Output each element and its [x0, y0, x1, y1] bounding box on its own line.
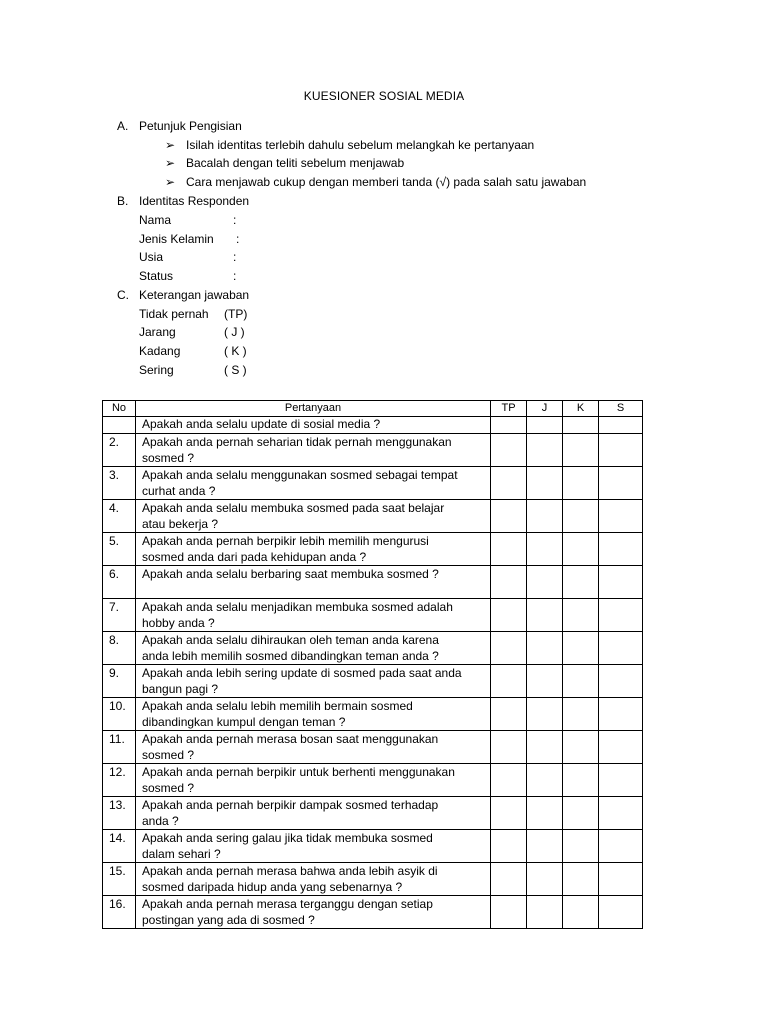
- header-j: J: [527, 401, 563, 417]
- answer-cell-s[interactable]: [599, 665, 643, 698]
- header-question: Pertanyaan: [136, 401, 491, 417]
- question-text: [136, 830, 491, 863]
- answer-cell-j[interactable]: [527, 533, 563, 566]
- answer-cell-j[interactable]: [527, 863, 563, 896]
- field-label-jenis-kelamin: Jenis Kelamin: [139, 232, 214, 246]
- question-text-line: sosmed daripada hidup anda yang sebenarnya ?: [142, 880, 403, 894]
- question-text: [136, 467, 491, 500]
- question-text: [136, 665, 491, 698]
- answer-cell-s[interactable]: [599, 599, 643, 632]
- field-separator: :: [233, 250, 237, 264]
- question-number: 2.: [103, 434, 136, 467]
- field-separator: :: [233, 269, 237, 283]
- question-text-line: sosmed ?: [142, 451, 195, 465]
- answer-cell-k[interactable]: [563, 632, 599, 665]
- answer-cell-s[interactable]: [599, 533, 643, 566]
- question-text-line: anda lebih memilih sosmed dibandingkan teman anda ?: [142, 649, 439, 663]
- answer-cell-tp[interactable]: [491, 599, 527, 632]
- arrow-bullet-icon: ➢: [165, 156, 176, 170]
- section-b-heading: Identitas Responden: [139, 194, 250, 208]
- question-text-line: sosmed ?: [142, 781, 195, 795]
- answer-cell-k[interactable]: [563, 797, 599, 830]
- question-number: 4.: [103, 500, 136, 533]
- question-text: [136, 533, 491, 566]
- answer-cell-j[interactable]: [527, 566, 563, 599]
- answer-cell-tp[interactable]: [491, 632, 527, 665]
- answer-cell-k[interactable]: [563, 533, 599, 566]
- answer-cell-k[interactable]: [563, 665, 599, 698]
- question-text-line: anda ?: [142, 814, 179, 828]
- table-header-row: [103, 401, 643, 417]
- field-label-status: Status: [139, 269, 174, 283]
- answer-cell-s[interactable]: [599, 566, 643, 599]
- question-number: 6.: [103, 566, 136, 599]
- question-text: [136, 500, 491, 533]
- question-text-line: curhat anda ?: [142, 484, 216, 498]
- questionnaire-table: [102, 400, 643, 929]
- answer-cell-k[interactable]: [563, 698, 599, 731]
- answer-cell-j[interactable]: [527, 500, 563, 533]
- answer-cell-j[interactable]: [527, 698, 563, 731]
- question-text-line: Apakah anda pernah berpikir lebih memilih mengurusi: [142, 534, 429, 548]
- instruction-item: Cara menjawab cukup dengan memberi tanda (√) pada salah satu jawaban: [186, 175, 587, 189]
- answer-cell-j[interactable]: [527, 830, 563, 863]
- instruction-item: Isilah identitas terlebih dahulu sebelum melangkah ke pertanyaan: [186, 138, 535, 152]
- answer-cell-j[interactable]: [527, 764, 563, 797]
- answer-cell-k[interactable]: [563, 731, 599, 764]
- question-text: [136, 417, 491, 434]
- table-row: [103, 830, 643, 863]
- answer-cell-k[interactable]: [563, 896, 599, 929]
- answer-cell-tp[interactable]: [491, 533, 527, 566]
- answer-cell-k[interactable]: [563, 863, 599, 896]
- answer-cell-s[interactable]: [599, 500, 643, 533]
- document-title: KUESIONER SOSIAL MEDIA: [303, 89, 465, 103]
- answer-cell-j[interactable]: [527, 434, 563, 467]
- question-text-line: dalam sehari ?: [142, 847, 221, 861]
- section-b-letter: B.: [117, 194, 129, 208]
- legend-label: Tidak pernah: [139, 307, 209, 321]
- question-text-line: sosmed ?: [142, 748, 195, 762]
- answer-cell-tp[interactable]: [491, 830, 527, 863]
- answer-cell-k[interactable]: [563, 830, 599, 863]
- table-row: [103, 698, 643, 731]
- table-row: [103, 731, 643, 764]
- question-text-line: Apakah anda pernah berpikir dampak sosmed terhadap: [142, 798, 439, 812]
- question-number: 13.: [103, 797, 136, 830]
- table-row: [103, 764, 643, 797]
- table-row: [103, 533, 643, 566]
- question-text: [136, 731, 491, 764]
- header-s: S: [599, 401, 643, 417]
- question-number: 14.: [103, 830, 136, 863]
- table-row: [103, 896, 643, 929]
- question-text-line: hobby anda ?: [142, 616, 215, 630]
- answer-cell-tp[interactable]: [491, 665, 527, 698]
- question-text-line: [142, 582, 485, 598]
- answer-cell-k[interactable]: [563, 434, 599, 467]
- answer-cell-s[interactable]: [599, 797, 643, 830]
- answer-cell-tp[interactable]: [491, 764, 527, 797]
- question-text-line: Apakah anda pernah seharian tidak pernah menggunakan: [142, 435, 452, 449]
- legend-label: Jarang: [139, 325, 176, 339]
- question-text: [136, 863, 491, 896]
- question-text: [136, 896, 491, 929]
- question-text-line: Apakah anda pernah berpikir untuk berhenti menggunakan: [142, 765, 455, 779]
- legend-label: Kadang: [139, 344, 181, 358]
- legend-code: ( S ): [224, 363, 247, 377]
- answer-cell-s[interactable]: [599, 863, 643, 896]
- question-text-line: Apakah anda selalu lebih memilih bermain sosmed: [142, 699, 413, 713]
- question-text-line: atau bekerja ?: [142, 517, 219, 531]
- instruction-item: Bacalah dengan teliti sebelum menjawab: [186, 156, 405, 170]
- question-number: 3.: [103, 467, 136, 500]
- question-number: 5.: [103, 533, 136, 566]
- question-number: 9.: [103, 665, 136, 698]
- question-text-line: sosmed anda dari pada kehidupan anda ?: [142, 550, 367, 564]
- answer-cell-s[interactable]: [599, 434, 643, 467]
- question-text-line: postingan yang ada di sosmed ?: [142, 913, 315, 927]
- answer-cell-j[interactable]: [527, 731, 563, 764]
- answer-cell-s[interactable]: [599, 467, 643, 500]
- question-text-line: Apakah anda pernah merasa terganggu dengan setiap: [142, 897, 433, 911]
- question-text-line: Apakah anda selalu menjadikan membuka sosmed adalah: [142, 600, 453, 614]
- field-label-usia: Usia: [139, 250, 164, 264]
- answer-cell-k[interactable]: [563, 500, 599, 533]
- section-a-heading: Petunjuk Pengisian: [139, 119, 242, 133]
- table-row: [103, 599, 643, 632]
- question-number: 15.: [103, 863, 136, 896]
- answer-cell-j[interactable]: [527, 632, 563, 665]
- answer-cell-s[interactable]: [599, 731, 643, 764]
- answer-cell-j[interactable]: [527, 896, 563, 929]
- answer-cell-tp[interactable]: [491, 566, 527, 599]
- question-text-line: Apakah anda lebih sering update di sosmed pada saat anda: [142, 666, 462, 680]
- question-number: 11.: [103, 731, 136, 764]
- answer-cell-s[interactable]: [599, 632, 643, 665]
- question-text: [136, 632, 491, 665]
- table-body: [103, 417, 643, 929]
- answer-cell-j[interactable]: [527, 467, 563, 500]
- answer-cell-tp[interactable]: [491, 467, 527, 500]
- table-row: [103, 434, 643, 467]
- answer-cell-k[interactable]: [563, 566, 599, 599]
- table-row: [103, 632, 643, 665]
- legend-code: ( K ): [224, 344, 247, 358]
- answer-cell-j[interactable]: [527, 599, 563, 632]
- question-number: [103, 417, 136, 434]
- question-text-line: Apakah anda pernah merasa bosan saat menggunakan: [142, 732, 439, 746]
- table-row: [103, 500, 643, 533]
- answer-cell-j[interactable]: [527, 797, 563, 830]
- question-text-line: Apakah anda pernah merasa bahwa anda lebih asyik di: [142, 864, 438, 878]
- table-row: [103, 566, 643, 599]
- legend-code: ( J ): [224, 325, 245, 339]
- question-text: [136, 698, 491, 731]
- question-text-line: Apakah anda selalu membuka sosmed pada saat belajar: [142, 501, 445, 515]
- question-number: 16.: [103, 896, 136, 929]
- legend-code: (TP): [224, 307, 248, 321]
- question-number: 7.: [103, 599, 136, 632]
- table-row: [103, 467, 643, 500]
- header-tp: TP: [491, 401, 527, 417]
- question-number: 8.: [103, 632, 136, 665]
- field-separator: :: [233, 213, 237, 227]
- question-text-line: dibandingkan kumpul dengan teman ?: [142, 715, 346, 729]
- question-text-line: Apakah anda selalu update di sosial media ?: [142, 417, 381, 431]
- answer-cell-j[interactable]: [527, 417, 563, 434]
- answer-cell-s[interactable]: [599, 417, 643, 434]
- answer-cell-tp[interactable]: [491, 797, 527, 830]
- answer-cell-tp[interactable]: [491, 896, 527, 929]
- question-text-line: Apakah anda selalu dihiraukan oleh teman anda karena: [142, 633, 439, 647]
- field-label-nama: Nama: [139, 213, 172, 227]
- arrow-bullet-icon: ➢: [165, 138, 176, 152]
- section-a-letter: A.: [117, 119, 129, 133]
- arrow-bullet-icon: ➢: [165, 175, 176, 189]
- answer-cell-tp[interactable]: [491, 863, 527, 896]
- question-text: [136, 566, 491, 599]
- answer-cell-tp[interactable]: [491, 698, 527, 731]
- section-c-heading: Keterangan jawaban: [139, 288, 250, 302]
- answer-cell-s[interactable]: [599, 830, 643, 863]
- question-text-line: Apakah anda selalu berbaring saat membuka sosmed ?: [142, 567, 439, 581]
- question-text-line: Apakah anda sering galau jika tidak membuka sosmed: [142, 831, 433, 845]
- question-text: [136, 599, 491, 632]
- answer-cell-tp[interactable]: [491, 417, 527, 434]
- answer-cell-tp[interactable]: [491, 434, 527, 467]
- question-text: [136, 797, 491, 830]
- table-row: [103, 797, 643, 830]
- answer-cell-tp[interactable]: [491, 731, 527, 764]
- header-k: K: [563, 401, 599, 417]
- question-number: 10.: [103, 698, 136, 731]
- answer-cell-j[interactable]: [527, 665, 563, 698]
- question-text-line: Apakah anda selalu menggunakan sosmed sebagai tempat: [142, 468, 458, 482]
- table-row: [103, 665, 643, 698]
- answer-cell-tp[interactable]: [491, 500, 527, 533]
- table-row: [103, 417, 643, 434]
- section-c-letter: C.: [117, 288, 129, 302]
- answer-cell-s[interactable]: [599, 896, 643, 929]
- question-text: [136, 434, 491, 467]
- header-no: No: [103, 401, 136, 417]
- answer-cell-k[interactable]: [563, 467, 599, 500]
- question-text-line: bangun pagi ?: [142, 682, 219, 696]
- answer-cell-k[interactable]: [563, 417, 599, 434]
- legend-label: Sering: [139, 363, 174, 377]
- answer-cell-s[interactable]: [599, 764, 643, 797]
- answer-cell-k[interactable]: [563, 599, 599, 632]
- question-number: 12.: [103, 764, 136, 797]
- field-separator: :: [236, 232, 240, 246]
- answer-cell-k[interactable]: [563, 764, 599, 797]
- question-text: [136, 764, 491, 797]
- table-row: [103, 863, 643, 896]
- answer-cell-s[interactable]: [599, 698, 643, 731]
